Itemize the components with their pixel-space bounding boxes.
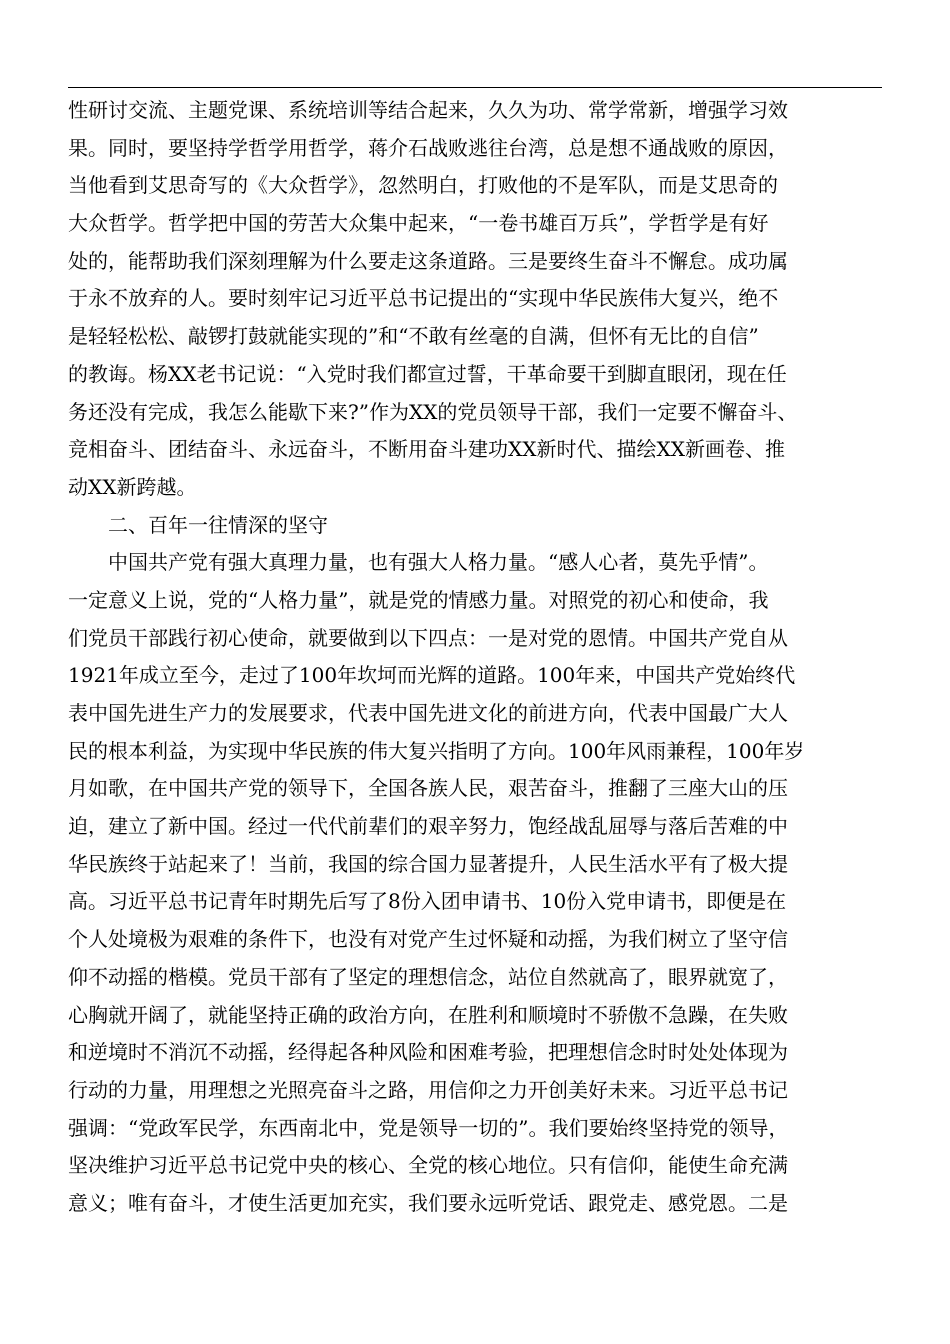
- text-line: 个人处境极为艰难的条件下，也没有对党产生过怀疑和动摇，为我们树立了坚守信: [68, 927, 788, 952]
- text-line: 1921年成立至今，走过了100年坎坷而光辉的道路。100年来，中国共产党始终代: [68, 663, 796, 688]
- text-line: 华民族终于站起来了！当前，我国的综合国力显著提升，人民生活水平有了极大提: [68, 851, 788, 876]
- document-body: [68, 92, 888, 1223]
- text-line: 月如歌，在中国共产党的领导下，全国各族人民，艰苦奋斗，推翻了三座大山的压: [68, 776, 788, 801]
- text-line: 大众哲学。哲学把中国的劳苦大众集中起来，“一卷书雄百万兵”，学哲学是有好: [68, 211, 769, 236]
- text-line: 表中国先进生产力的发展要求，代表中国先进文化的前进方向，代表中国最广大人: [68, 701, 788, 725]
- text-line: 于永不放弃的人。要时刻牢记习近平总书记提出的“实现中华民族伟大复兴，绝不: [68, 286, 779, 311]
- text-line: 一定意义上说，党的“人格力量”，就是党的情感力量。对照党的初心和使命，我: [68, 587, 769, 612]
- text-line: 高。习近平总书记青年时期先后写了8份入团申请书、10份入党申请书，即便是在: [68, 889, 787, 914]
- section-heading: 二、百年一往情深的坚守: [68, 512, 328, 537]
- text-line: 果。同时，要坚持学哲学用哲学，蒋介石战败逃往台湾，总是想不通战败的原因，: [68, 135, 788, 160]
- text-line: 动XX新跨越。: [68, 474, 197, 499]
- text-line: 务还没有完成，我怎么能歇下来?”作为XX的党员领导干部，我们一定要不懈奋斗、: [68, 399, 798, 424]
- text-line: 仰不动摇的楷模。党员干部有了坚定的理想信念，站位自然就高了，眼界就宽了，: [68, 964, 788, 989]
- text-line: 强调：“党政军民学，东西南北中，党是领导一切的”。我们要始终坚持党的领导，: [68, 1115, 789, 1140]
- text-line: 意义；唯有奋斗，才使生活更加充实，我们要永远听党话、跟党走、感党恩。二是: [68, 1190, 788, 1215]
- header-rule: [68, 87, 882, 88]
- text-line: 行动的力量，用理想之光照亮奋斗之路，用信仰之力开创美好未来。习近平总书记: [68, 1077, 788, 1102]
- text-line: 是轻轻松松、敲锣打鼓就能实现的”和“不敢有丝毫的自满，但怀有无比的自信”: [68, 324, 759, 349]
- text-line: 处的，能帮助我们深刻理解为什么要走这条道路。三是要终生奋斗不懈怠。成功属: [68, 248, 788, 273]
- text-line: 迫，建立了新中国。经过一代代前辈们的艰辛努力，饱经战乱屈辱与落后苦难的中: [68, 814, 788, 839]
- text-line: 和逆境时不消沉不动摇，经得起各种风险和困难考验，把理想信念时时处处体现为: [68, 1040, 788, 1065]
- text-line: 性研讨交流、主题党课、系统培训等结合起来，久久为功、常学常新，增强学习效: [68, 98, 788, 122]
- text-line: 竞相奋斗、团结奋斗、永远奋斗，不断用奋斗建功XX新时代、描绘XX新画卷、推: [68, 437, 785, 462]
- text-line: 心胸就开阔了，就能坚持正确的政治方向，在胜利和顺境时不骄傲不急躁，在失败: [68, 1002, 788, 1027]
- text-line: 们党员干部践行初心使命，就要做到以下四点：一是对党的恩情。中国共产党自从: [68, 625, 788, 650]
- text-line: 当他看到艾思奇写的《大众哲学》，忽然明白，打败他的不是军队，而是艾思奇的: [68, 173, 778, 198]
- text-line: 坚决维护习近平总书记党中央的核心、全党的核心地位。只有信仰，能使生命充满: [68, 1153, 788, 1178]
- text-line: 民的根本利益，为实现中华民族的伟大复兴指明了方向。100年风雨兼程，100年岁: [68, 738, 805, 763]
- text-line: 中国共产党有强大真理力量，也有强大人格力量。“感人心者，莫先乎情”。: [68, 550, 769, 575]
- text-line: 的教诲。杨XX老书记说：“入党时我们都宣过誓，干革命要干到脚直眼闭，现在任: [68, 361, 787, 386]
